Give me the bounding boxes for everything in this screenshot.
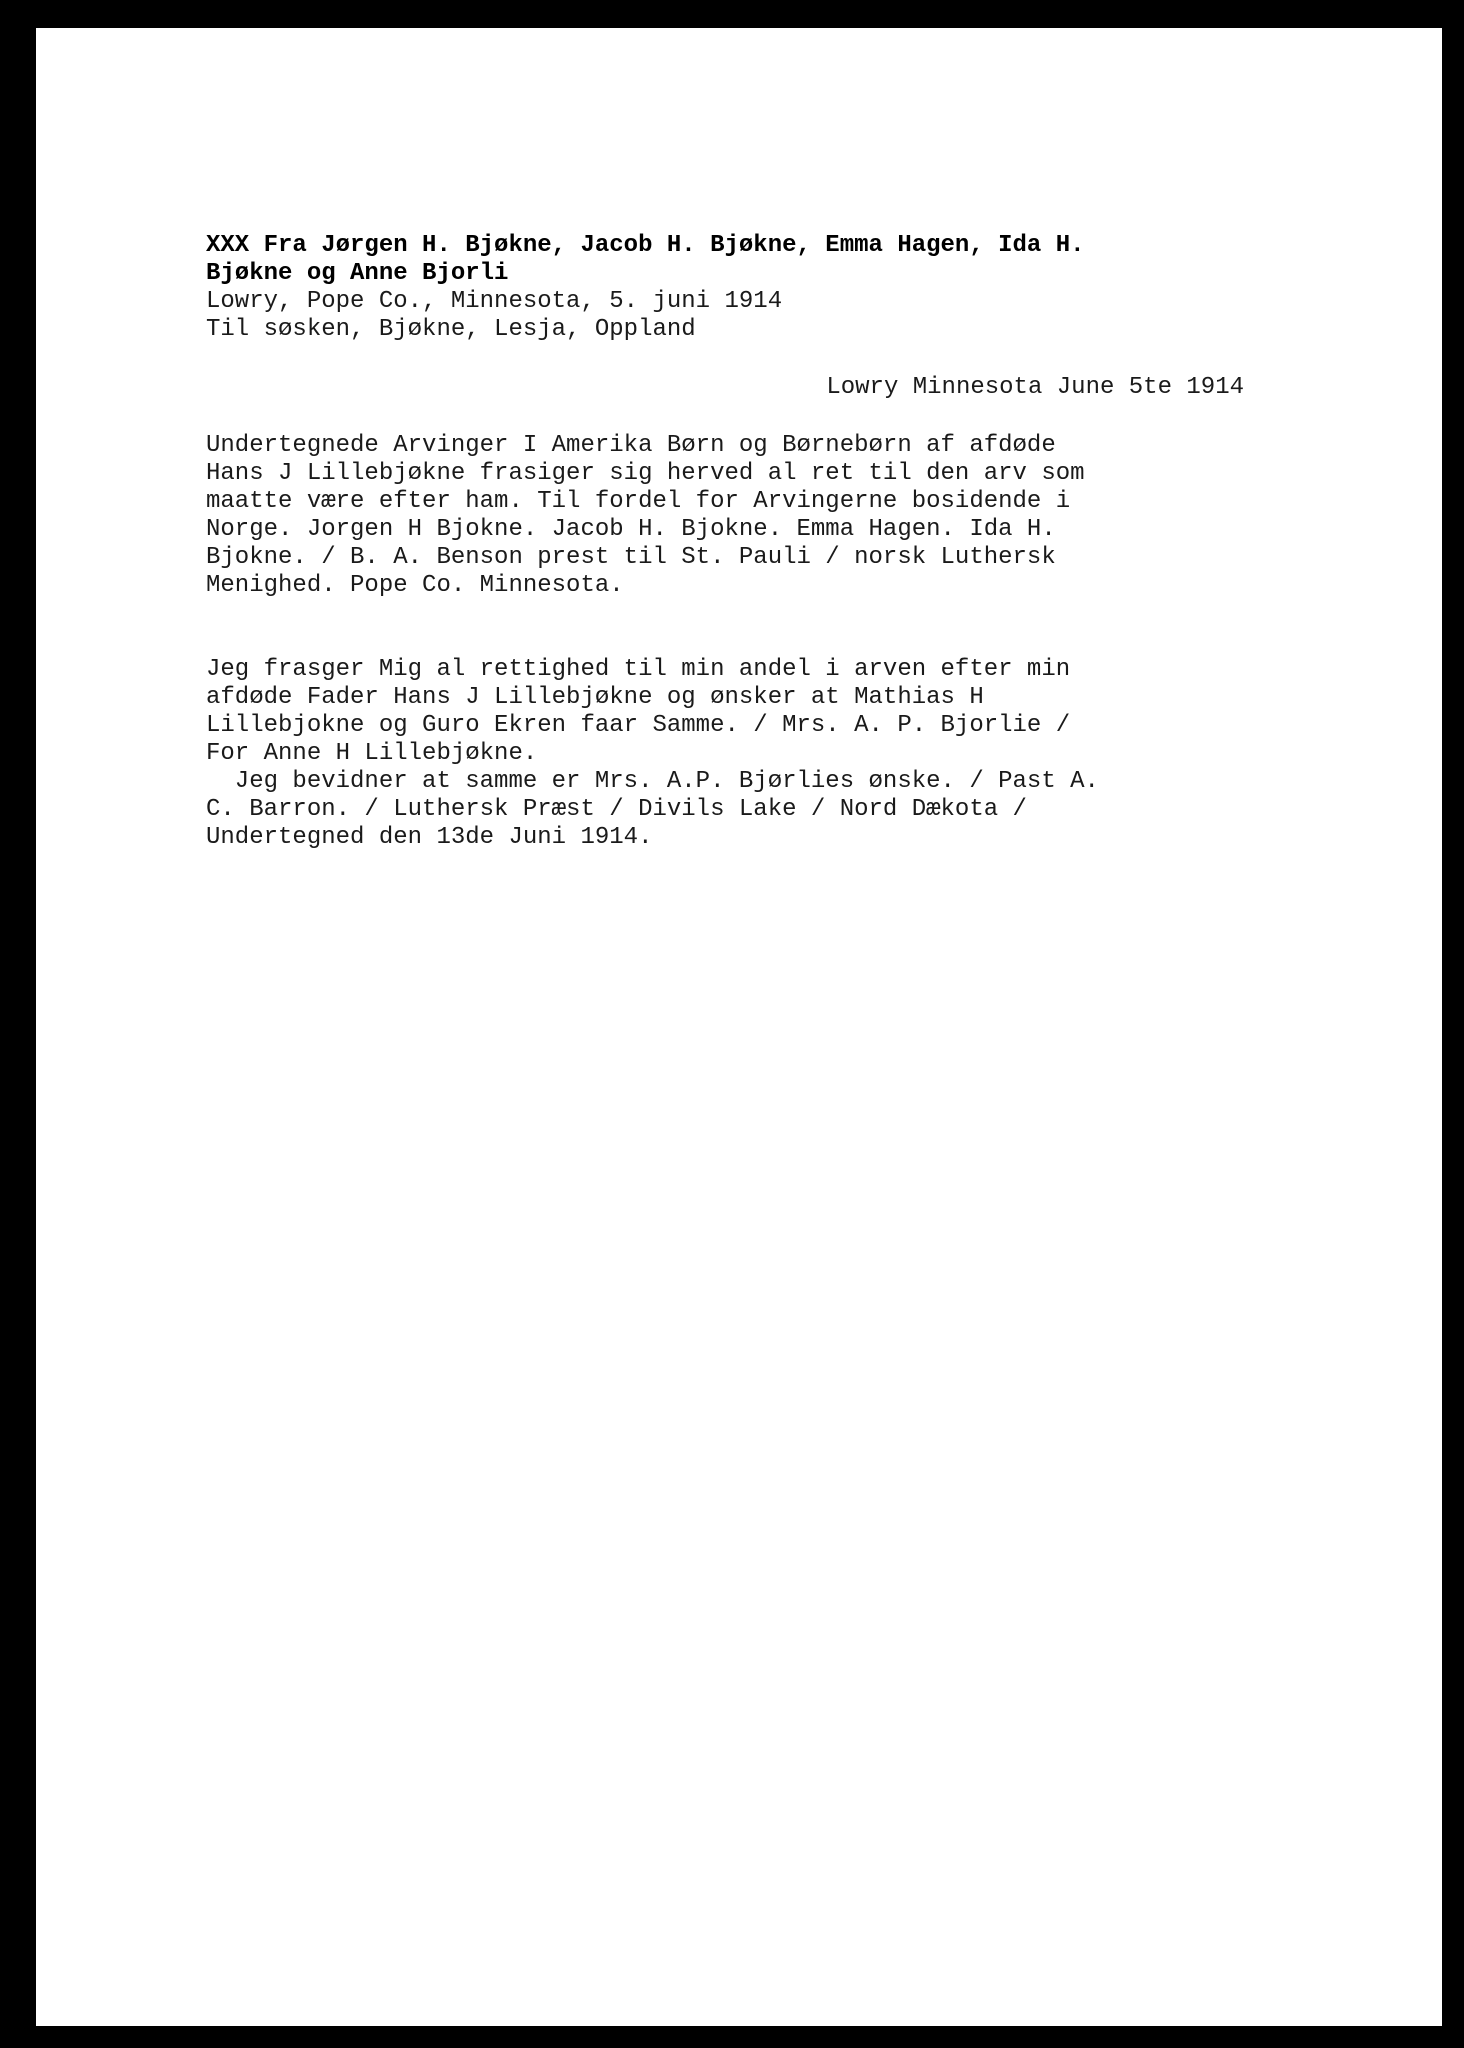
letter-heading [206, 232, 1306, 344]
paragraph-line: Jeg bevidner at samme er Mrs. A.P. Bjørlies ønske. / Past A. [206, 768, 1099, 795]
paragraph-line: Undertegnede Arvinger I Amerika Børn og Børnebørn af afdøde [206, 432, 1056, 459]
document-page [36, 28, 1442, 2026]
place-date-line: Lowry, Pope Co., Minnesota, 5. juni 1914 [206, 288, 783, 315]
recipient-line: Til søsken, Bjøkne, Lesja, Oppland [206, 316, 696, 343]
paragraph-line: Undertegned den 13de Juni 1914. [206, 824, 653, 851]
paragraph-line: Lillebjokne og Guro Ekren faar Samme. / Mrs. A. P. Bjorlie / [206, 712, 1071, 739]
heading-line-1: XXX Fra Jørgen H. Bjøkne, Jacob H. Bjøkne, Emma Hagen, Ida H. [206, 232, 1085, 259]
document-body [206, 232, 1306, 852]
paragraph-line: Jeg frasger Mig al rettighed til min andel i arven efter min [206, 656, 1071, 683]
paragraph-line: Bjokne. / B. A. Benson prest til St. Pauli / norsk Luthersk [206, 544, 1056, 571]
paragraph-renunciation [206, 432, 1306, 600]
paragraph-line: maatte være efter ham. Til fordel for Arvingerne bosidende i [206, 488, 1071, 515]
paragraph-line: afdøde Fader Hans J Lillebjøkne og ønsker at Mathias H [206, 684, 984, 711]
paragraph-line: C. Barron. / Luthersk Præst / Divils Lake / Nord Dækota / [206, 796, 1027, 823]
paragraph-line: Norge. Jorgen H Bjokne. Jacob H. Bjokne. Emma Hagen. Ida H. [206, 516, 1056, 543]
paragraph-line: Menighed. Pope Co. Minnesota. [206, 572, 624, 599]
paragraph-line: For Anne H Lillebjøkne. [206, 740, 538, 767]
heading-line-2: Bjøkne og Anne Bjorli [206, 260, 509, 287]
paragraph-declaration [206, 656, 1306, 852]
letter-dateline: Lowry Minnesota June 5te 1914 [826, 374, 1244, 401]
paragraph-line: Hans J Lillebjøkne frasiger sig herved al ret til den arv som [206, 460, 1085, 487]
